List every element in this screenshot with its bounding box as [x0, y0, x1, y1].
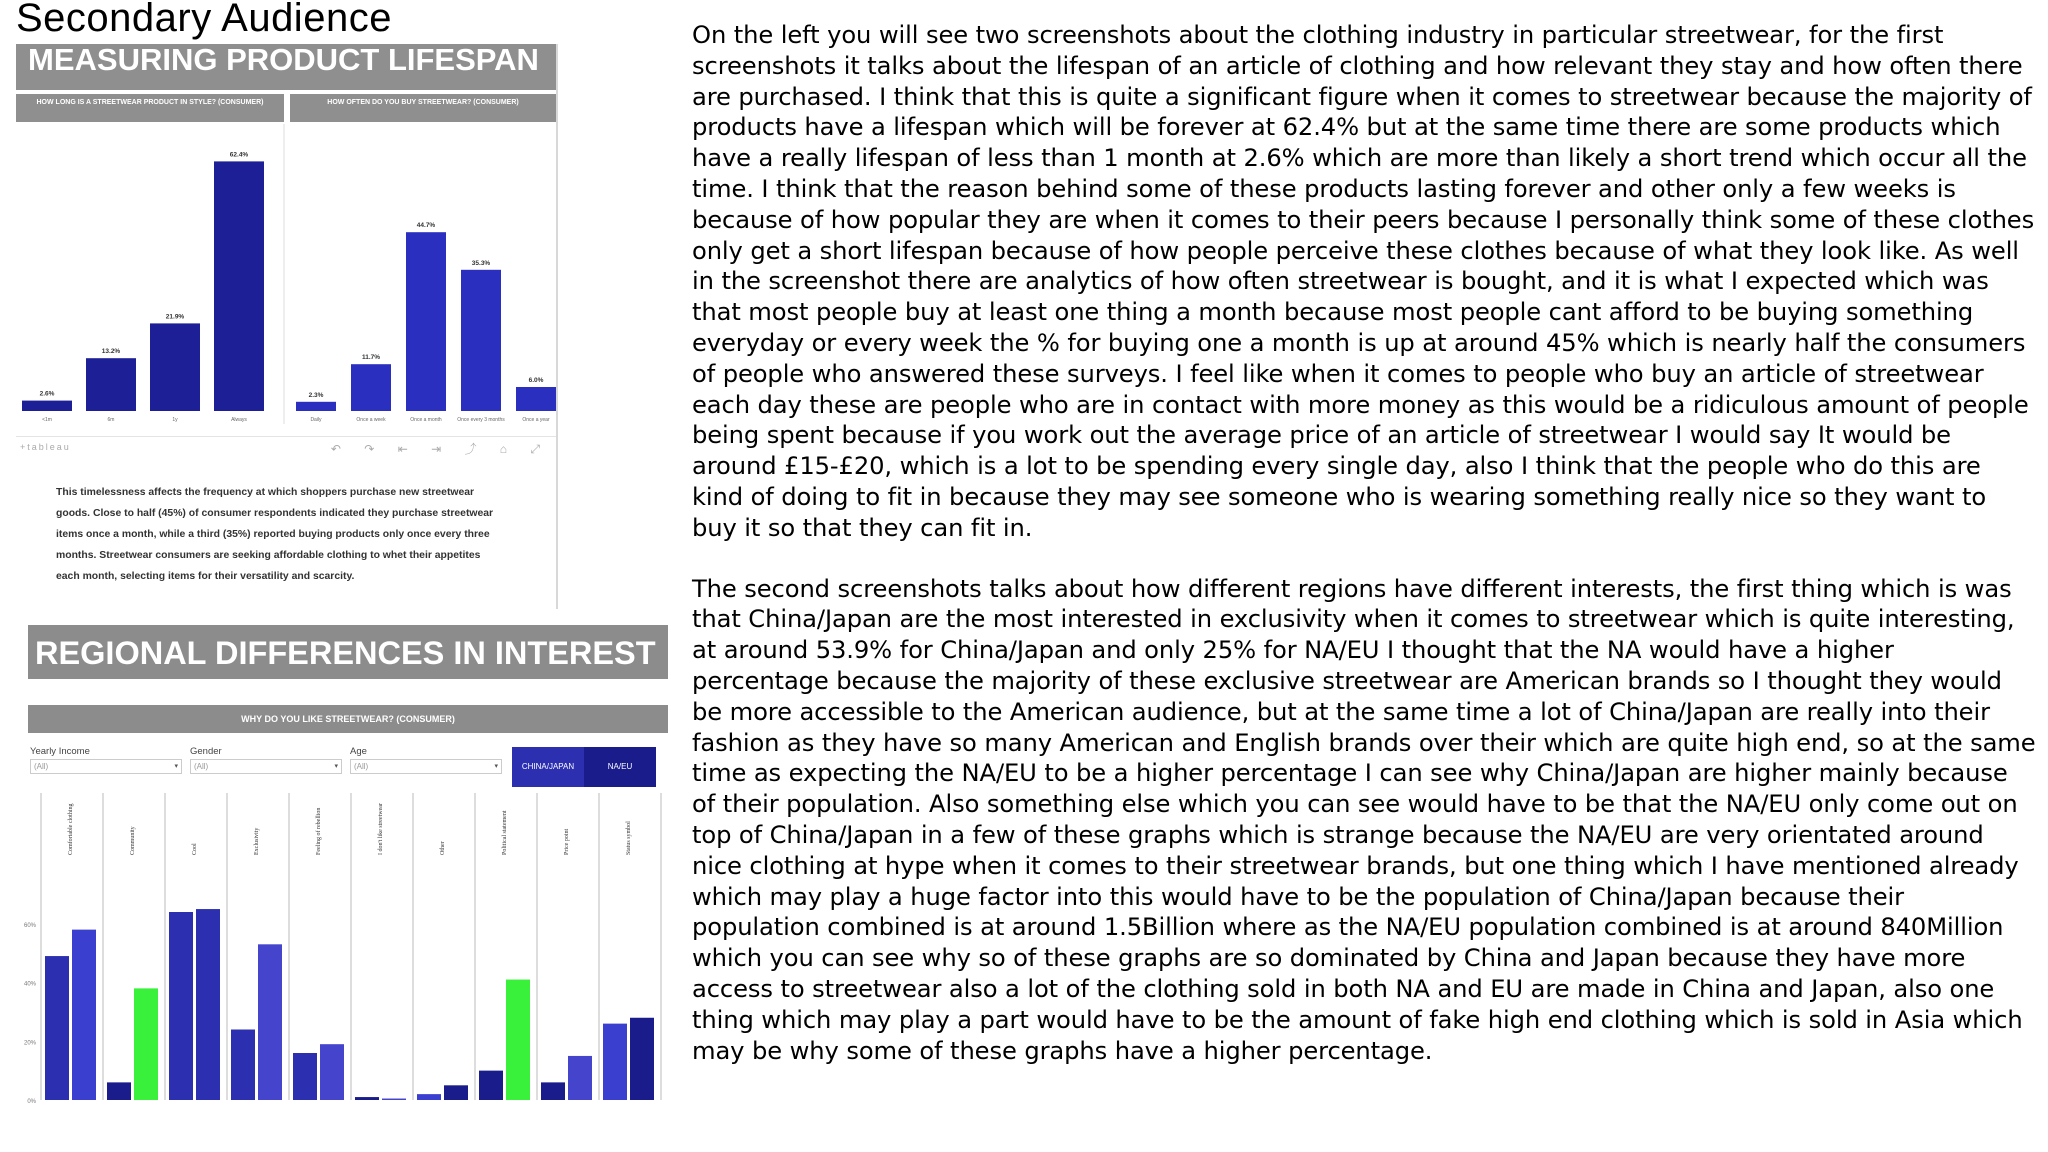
category-label: Status symbol: [626, 821, 632, 855]
bar: [72, 930, 96, 1100]
data-label: 11.7%: [361, 354, 381, 362]
caret-down-icon: ▾: [334, 763, 338, 770]
filter-select[interactable]: [350, 759, 502, 774]
bar: [169, 912, 193, 1100]
tableau-logo: +tableau: [20, 442, 71, 452]
bar: [541, 1082, 565, 1100]
caret-down-icon: ▾: [174, 763, 178, 770]
tick-label: Once a month: [410, 417, 442, 423]
category-label: Other: [440, 841, 446, 855]
bar: [22, 401, 72, 411]
filter-label: Yearly Income: [30, 746, 90, 757]
filter-value: (All): [194, 762, 209, 771]
bar: [107, 1082, 131, 1100]
bar: [603, 1024, 627, 1100]
filter-label: Age: [350, 746, 367, 757]
bar: [382, 1099, 406, 1100]
tick-label: Once a year: [522, 417, 550, 423]
regional-subtitle: WHY DO YOU LIKE STREETWEAR? (CONSUMER): [28, 705, 668, 733]
bar: [320, 1044, 344, 1100]
bar: [351, 364, 391, 411]
category-label: I don't like streetwear: [378, 803, 384, 855]
paragraph-1: On the left you will see two screenshots about the clothing industry in particular streetwear, for the first screenshots it talks about the lifespan of an article of clothing and how relevant they stay and how often there are purchased. I think that this is quite a significant figure when it comes to streetwear because the majority of products have a lifespan which will be forever at 62.4% but at the same time there are some products which have a really lifespan of less than 1 month at 2.6% which are more than likely a short trend which occur all the time. I think that the reason behind some of these products lasting forever and other only a few weeks is because of how popular they are when it comes to their peers because I personally think some of these clothes only get a short lifespan because of how people perceive these clothes because of what they look like. As well in the screenshot there are analytics of how often streetwear is bought, and it is what I expected which was that most people buy at least one thing a month because most people cant afford to be buying something everyday or every week the % for buying one a month is up at around 45% which is nearly half the consumers of people who answered these surveys. I feel like when it comes to people who buy an article of streetwear each day these are people who are in contact with more money as this would be a ridiculous amount of people being spent because if you work out the average price of an article of streetwear I would say It would be around £15-£20, which is a lot to be spending every single day, also I think that the people who do this are kind of doing to fit in because they may see someone who is wearing something really nice so they want to buy it so that they can fit in.: [692, 21, 2035, 542]
filter-select[interactable]: [30, 759, 182, 774]
bar: [417, 1094, 441, 1100]
bar: [231, 1030, 255, 1101]
tick-label: <1m: [42, 417, 52, 423]
tableau-toolbar: [16, 436, 556, 459]
lifespan-right-subtitle: HOW OFTEN DO YOU BUY STREETWEAR? (CONSUMER): [290, 94, 556, 122]
data-label: 13.2%: [101, 348, 121, 356]
category-label: Political statement: [502, 810, 508, 855]
category-label: Price point: [564, 828, 570, 855]
y-tick-label: 60%: [23, 922, 36, 929]
data-label: 35.3%: [471, 259, 491, 267]
bar: [150, 323, 200, 411]
tick-label: Once a week: [356, 417, 386, 423]
data-label: 21.9%: [165, 313, 185, 321]
category-label: Community: [130, 826, 136, 855]
bar: [214, 161, 264, 411]
filter-value: (All): [34, 762, 49, 771]
bar: [355, 1097, 379, 1100]
category-label: Exclusivity: [254, 827, 260, 855]
filter-gender[interactable]: [190, 746, 342, 774]
category-label: Cool: [192, 843, 198, 855]
lifespan-left-subtitle: HOW LONG IS A STREETWEAR PRODUCT IN STYLE? (CONSUMER): [16, 94, 284, 122]
filter-value: (All): [354, 762, 369, 771]
slide-title: Secondary Audience: [16, 0, 392, 40]
bar: [134, 988, 158, 1100]
body-text: [692, 20, 2038, 1096]
filter-label: Gender: [190, 746, 222, 757]
regional-screenshot: [23, 625, 668, 1105]
bar: [258, 944, 282, 1100]
y-tick-label: 40%: [23, 981, 36, 988]
regional-header: REGIONAL DIFFERENCES IN INTEREST: [28, 625, 668, 679]
bar: [296, 402, 336, 411]
lifespan-caption: This timelessness affects the frequency at which shoppers purchase new streetwear goods. Close to half (45%) of consumer respondents indicated they purchase streetwear items once a month, while a third (35%) reported buying products only once every three months. Streetwear consumers are seeking affordable clothing to whet their appetites each month, selecting items for their versatility and scarcity.: [56, 487, 494, 582]
bar: [461, 270, 501, 411]
tick-label: Daily: [310, 417, 322, 423]
tick-label: 1y: [172, 417, 178, 423]
category-label: Comfortable clothing: [68, 803, 74, 855]
tableau-controls[interactable]: ↶ ↷ ⇤ ⇥ ⤴ ⌂ ⤢: [330, 442, 550, 456]
bar: [568, 1056, 592, 1100]
bar: [630, 1018, 654, 1100]
bar: [406, 232, 446, 411]
bar: [516, 387, 556, 411]
bar: [86, 358, 136, 411]
caret-down-icon: ▾: [494, 763, 498, 770]
filter-age[interactable]: [350, 746, 502, 774]
tick-label: 6m: [107, 417, 115, 423]
legend-china-japan[interactable]: CHINA/JAPAN: [512, 747, 584, 787]
bar: [293, 1053, 317, 1100]
tick-label: Once every 3 months: [457, 417, 505, 423]
regional-chart: [23, 793, 668, 1105]
bar: [444, 1085, 468, 1100]
category-label: Feeling of rebellion: [316, 807, 322, 855]
lifespan-screenshot: [16, 44, 558, 609]
paragraph-2: The second screenshots talks about how different regions have different interests, the first thing which is was that China/Japan are the most interested in exclusivity when it comes to streetwear which is quite interesting, at around 53.9% for China/Japan and only 25% for NA/EU I thought that the NA would have a higher percentage because the majority of these exclusive streetwear are American brands so I thought they would be more accessible to the American audience, but at the same time a lot of China/Japan are really into their fashion as they have so many American and English brands over their which are quite high end, so at the same time as expecting the NA/EU to be a higher percentage I can see why China/Japan are higher mainly because of their population. Also something else which you can see would have to be that the NA/EU only come out on top of China/Japan in a few of these graphs which is strange because the NA/EU are very orientated around nice clothing at hype when it comes to their streetwear brands, but one thing which I have mentioned already which may play a huge factor into this would have to be the population of China/Japan because their population combined is at around 1.5Billion where as the NA/EU population combined is at around 840Million which you can see why so of these graphs are so dominated by China and Japan because they have more access to streetwear also a lot of the clothing sold in both NA and EU are made in China and Japan, also one thing which may play a part would have to be the amount of fake high end clothing which is sold in Asia which may be why some of these graphs have a higher percentage.: [692, 574, 2036, 1065]
data-label: 2.6%: [39, 390, 55, 398]
filter-yearly-income[interactable]: [30, 746, 182, 774]
legend-na-eu[interactable]: NA/EU: [584, 747, 656, 787]
bar: [196, 909, 220, 1100]
bar: [479, 1071, 503, 1100]
data-label: 2.3%: [308, 391, 324, 399]
region-legend: [512, 747, 656, 787]
lifespan-header: MEASURING PRODUCT LIFESPAN: [16, 44, 556, 90]
y-tick-label: 20%: [23, 1040, 36, 1047]
lifespan-chart: [16, 124, 556, 434]
data-label: 44.7%: [416, 222, 436, 230]
y-tick-label: 0%: [27, 1099, 36, 1105]
data-label: 6.0%: [528, 377, 544, 384]
bar: [506, 980, 530, 1100]
tick-label: Always: [231, 417, 247, 423]
data-label: 62.4%: [229, 151, 249, 159]
bar: [45, 956, 69, 1100]
filter-select[interactable]: [190, 759, 342, 774]
